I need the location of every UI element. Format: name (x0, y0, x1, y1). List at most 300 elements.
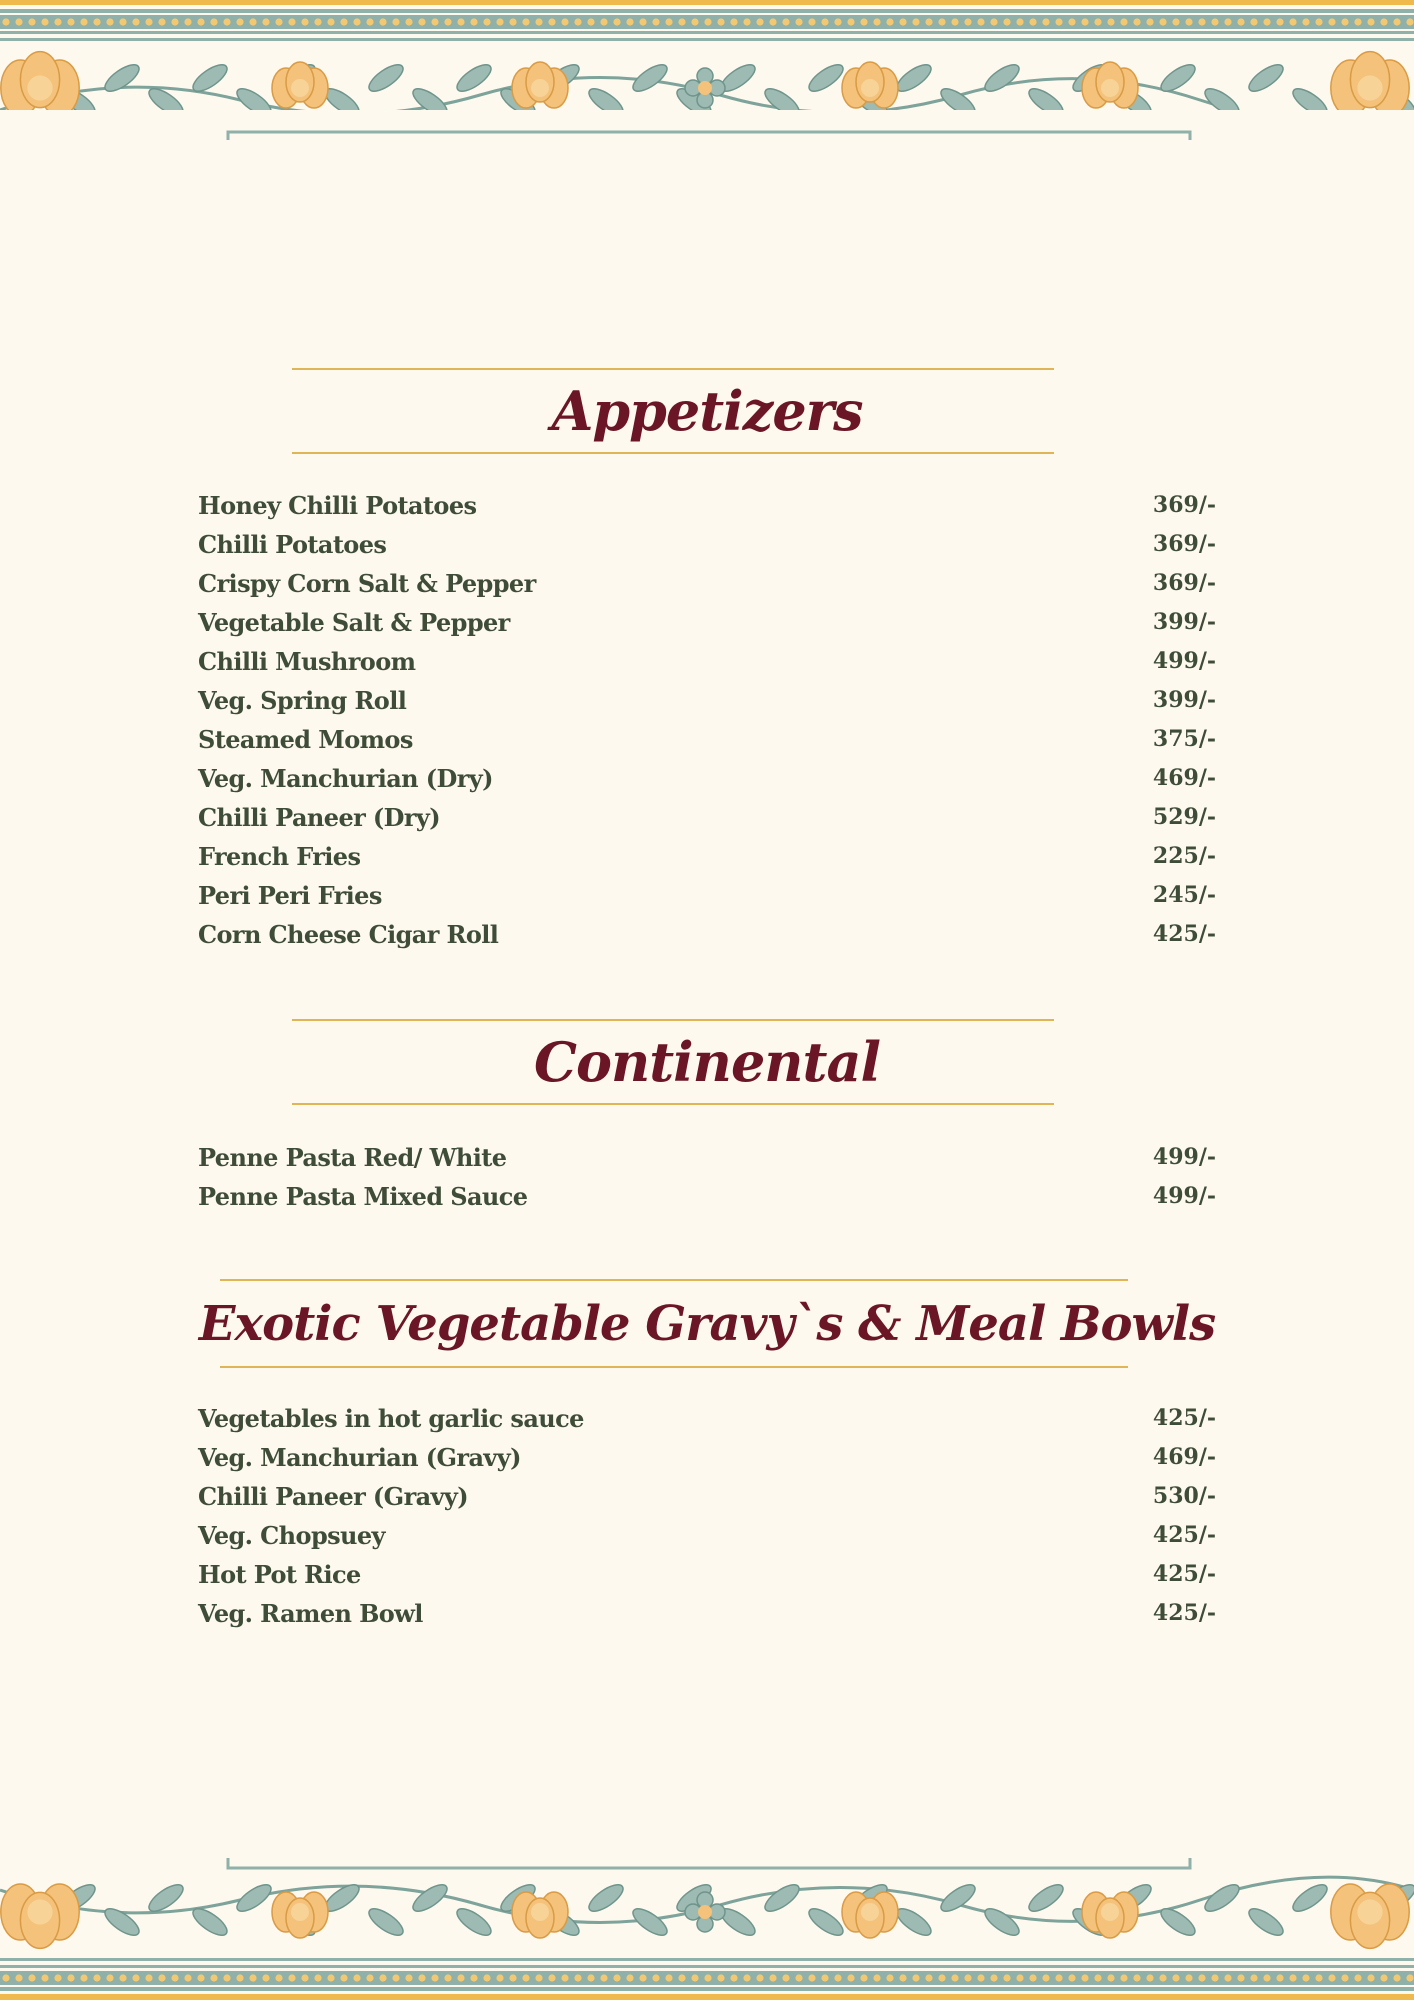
border-dot (1380, 18, 1387, 25)
border-dot (613, 1974, 620, 1981)
border-dot (1146, 1974, 1153, 1981)
border-dot (1016, 18, 1023, 25)
border-dot (1094, 1974, 1101, 1981)
border-dot (990, 18, 997, 25)
lotus-flower-icon (1331, 1884, 1409, 1948)
border-dot (1315, 1974, 1322, 1981)
floral-vine-icon (0, 1858, 1414, 2000)
border-dot (1328, 18, 1335, 25)
border-dot (236, 18, 243, 25)
border-dot (405, 1974, 412, 1981)
border-dot (652, 18, 659, 25)
menu-item (198, 1594, 1216, 1633)
border-dot (340, 1974, 347, 1981)
border-dot (912, 1974, 919, 1981)
border-dot (509, 1974, 516, 1981)
border-dot (1003, 18, 1010, 25)
border-dot (392, 18, 399, 25)
border-dot (444, 1974, 451, 1981)
menu-item (198, 1138, 1216, 1177)
border-dot (1406, 1974, 1413, 1981)
border-dot (1354, 1974, 1361, 1981)
item-price: 529/- (1152, 804, 1216, 830)
border-dot (548, 18, 555, 25)
leaf-icon (1245, 60, 1287, 96)
item-price: 425/- (1152, 921, 1216, 947)
border-dot (132, 18, 139, 25)
menu-item (198, 1438, 1216, 1477)
border-dot (1081, 1974, 1088, 1981)
border-dot (1159, 1974, 1166, 1981)
border-dot (483, 18, 490, 25)
item-name: Honey Chilli Potatoes (198, 491, 477, 520)
border-dot (821, 1974, 828, 1981)
border-dot (1003, 1974, 1010, 1981)
border-dot (613, 18, 620, 25)
border-dot (1289, 1974, 1296, 1981)
border-dot (808, 18, 815, 25)
border-dot (1068, 18, 1075, 25)
border-dot (1237, 1974, 1244, 1981)
border-dot (587, 18, 594, 25)
section-exotic-gravies (0, 1279, 1414, 1371)
border-dot (535, 1974, 542, 1981)
border-dot (756, 18, 763, 25)
border-dot (1094, 18, 1101, 25)
border-dot (171, 1974, 178, 1981)
leaf-icon (189, 1904, 231, 1940)
appetizers-list (198, 486, 1216, 954)
border-dot (678, 18, 685, 25)
lotus-flower-icon (1331, 52, 1409, 116)
border-dot (496, 1974, 503, 1981)
item-price: 225/- (1152, 843, 1216, 869)
item-price: 530/- (1152, 1483, 1216, 1509)
lotus-flower-icon (272, 1892, 328, 1938)
border-dot (1224, 1974, 1231, 1981)
leaf-icon (805, 60, 847, 96)
border-dot (1224, 18, 1231, 25)
border-dot (964, 18, 971, 25)
border-dot (314, 18, 321, 25)
border-dot (1289, 18, 1296, 25)
border-dot (743, 1974, 750, 1981)
border-dot (15, 1974, 22, 1981)
border-dot (938, 1974, 945, 1981)
border-dot (1016, 1974, 1023, 1981)
item-name: Veg. Ramen Bowl (198, 1599, 423, 1628)
border-dot (1393, 1974, 1400, 1981)
border-dot (366, 18, 373, 25)
border-dot (1146, 18, 1153, 25)
border-dot (158, 18, 165, 25)
item-price: 499/- (1152, 1144, 1216, 1170)
border-dot (717, 18, 724, 25)
border-dot (626, 1974, 633, 1981)
border-dot (626, 18, 633, 25)
border-dot (951, 1974, 958, 1981)
border-dot (2, 1974, 9, 1981)
border-dot (847, 18, 854, 25)
border-dot (509, 18, 516, 25)
border-dot (1211, 1974, 1218, 1981)
item-name: Chilli Paneer (Dry) (198, 803, 441, 832)
border-dot (1263, 1974, 1270, 1981)
border-dot (1250, 18, 1257, 25)
border-dot (106, 18, 113, 25)
menu-item (198, 798, 1216, 837)
border-dot (639, 1974, 646, 1981)
border-dot (210, 18, 217, 25)
border-dot (353, 18, 360, 25)
border-dot (236, 1974, 243, 1981)
border-dot (470, 18, 477, 25)
menu-item (198, 759, 1216, 798)
border-dot (54, 1974, 61, 1981)
title-bottom-rule (292, 1103, 1054, 1105)
leaf-icon (981, 1904, 1023, 1940)
continental-list (198, 1138, 1216, 1216)
menu-item (198, 1177, 1216, 1216)
border-dot (119, 18, 126, 25)
menu-item (198, 837, 1216, 876)
section-continental (0, 1019, 1414, 1109)
border-dot (886, 1974, 893, 1981)
leaf-icon (1245, 1904, 1287, 1940)
border-dot (496, 18, 503, 25)
menu-item (198, 1399, 1216, 1438)
border-dot (1328, 1974, 1335, 1981)
menu-item (198, 564, 1216, 603)
border-dot (41, 1974, 48, 1981)
leaf-icon (453, 1904, 495, 1940)
menu-item (198, 681, 1216, 720)
border-dot (665, 1974, 672, 1981)
border-dot (67, 1974, 74, 1981)
border-dot (782, 18, 789, 25)
border-dot (262, 18, 269, 25)
lotus-flower-icon (512, 62, 568, 108)
border-dot (1107, 18, 1114, 25)
border-dot (860, 1974, 867, 1981)
border-dot (1133, 1974, 1140, 1981)
border-dot (1120, 18, 1127, 25)
lotus-flower-icon (842, 62, 898, 108)
border-dot (1185, 1974, 1192, 1981)
border-dot (197, 1974, 204, 1981)
border-dot (80, 1974, 87, 1981)
border-dot (93, 18, 100, 25)
border-dot (392, 1974, 399, 1981)
item-name: Veg. Manchurian (Gravy) (198, 1443, 521, 1472)
border-dot (288, 1974, 295, 1981)
item-price: 499/- (1152, 1183, 1216, 1209)
border-dot (483, 1974, 490, 1981)
border-dot (652, 1974, 659, 1981)
top-floral-border (0, 0, 1414, 140)
border-dot (535, 18, 542, 25)
border-dot (1250, 1974, 1257, 1981)
leaf-icon (981, 60, 1023, 96)
border-dot (314, 1974, 321, 1981)
menu-item (198, 642, 1216, 681)
section-appetizers (0, 368, 1414, 458)
item-name: Veg. Chopsuey (198, 1521, 385, 1550)
border-dot (977, 18, 984, 25)
menu-item (198, 1477, 1216, 1516)
border-dot (1341, 18, 1348, 25)
border-dot (1315, 18, 1322, 25)
leaf-icon (805, 1904, 847, 1940)
bottom-floral-border (0, 1858, 1414, 1998)
border-dot (28, 1974, 35, 1981)
border-dot (327, 1974, 334, 1981)
border-dot (730, 1974, 737, 1981)
border-dot (1341, 1974, 1348, 1981)
border-dot (67, 18, 74, 25)
border-dot (301, 18, 308, 25)
border-dot (340, 18, 347, 25)
border-dot (223, 18, 230, 25)
border-dot (457, 18, 464, 25)
border-dot (691, 18, 698, 25)
title-top-rule (220, 1279, 1128, 1281)
border-dot (1055, 1974, 1062, 1981)
border-dot (522, 1974, 529, 1981)
border-dot (1354, 18, 1361, 25)
border-dot (301, 1974, 308, 1981)
item-name: Vegetable Salt & Pepper (198, 608, 510, 637)
leaf-icon (453, 60, 495, 96)
menu-item (198, 1555, 1216, 1594)
border-dot (899, 1974, 906, 1981)
border-dot (964, 1974, 971, 1981)
border-dot (2, 18, 9, 25)
border-dot (418, 18, 425, 25)
border-dot (288, 18, 295, 25)
border-dot (795, 18, 802, 25)
border-dot (418, 1974, 425, 1981)
border-dot (1302, 1974, 1309, 1981)
border-dot (574, 1974, 581, 1981)
leaf-icon (365, 60, 407, 96)
leaf-icon (101, 1904, 143, 1940)
border-dot (1211, 18, 1218, 25)
lotus-flower-icon (512, 1892, 568, 1938)
lotus-flower-icon (1082, 62, 1138, 108)
border-dot (379, 18, 386, 25)
border-dot (145, 18, 152, 25)
border-dot (886, 18, 893, 25)
border-dot (444, 18, 451, 25)
border-dot (1029, 18, 1036, 25)
menu-item (198, 915, 1216, 954)
border-dot (743, 18, 750, 25)
border-dot (405, 18, 412, 25)
border-dot (41, 18, 48, 25)
border-dot (1172, 1974, 1179, 1981)
border-dot (704, 18, 711, 25)
border-dot (119, 1974, 126, 1981)
item-price: 369/- (1152, 570, 1216, 596)
item-price: 245/- (1152, 882, 1216, 908)
border-dot (990, 1974, 997, 1981)
menu-item (198, 603, 1216, 642)
menu-item (198, 876, 1216, 915)
border-dot (1198, 18, 1205, 25)
menu-item (198, 525, 1216, 564)
border-dot (821, 18, 828, 25)
border-dot (1029, 1974, 1036, 1981)
menu-item (198, 720, 1216, 759)
border-dot (249, 1974, 256, 1981)
border-dot (171, 18, 178, 25)
item-price: 375/- (1152, 726, 1216, 752)
border-dot (379, 1974, 386, 1981)
border-dot (106, 1974, 113, 1981)
border-dot (808, 1974, 815, 1981)
item-name: Veg. Spring Roll (198, 686, 407, 715)
border-dot (1120, 1974, 1127, 1981)
border-dot (730, 18, 737, 25)
border-dot (366, 1974, 373, 1981)
border-dot (262, 1974, 269, 1981)
border-dot (1042, 1974, 1049, 1981)
leaf-icon (893, 1904, 935, 1940)
border-dot (1133, 18, 1140, 25)
border-dot (639, 18, 646, 25)
item-price: 469/- (1152, 1444, 1216, 1470)
lotus-flower-icon (1, 52, 79, 116)
section-title: Exotic Vegetable Gravy`s & Meal Bowls (198, 1296, 1216, 1352)
border-dot (691, 1974, 698, 1981)
item-name: French Fries (198, 842, 361, 871)
border-dot (93, 1974, 100, 1981)
border-dot (925, 1974, 932, 1981)
border-dot (834, 18, 841, 25)
border-dot (197, 18, 204, 25)
border-dot (145, 1974, 152, 1981)
border-dot (795, 1974, 802, 1981)
leaf-icon (1157, 1904, 1199, 1940)
border-dot (860, 18, 867, 25)
border-dot (925, 18, 932, 25)
item-price: 425/- (1152, 1522, 1216, 1548)
border-dot (1276, 18, 1283, 25)
border-dot (470, 1974, 477, 1981)
border-dot (275, 1974, 282, 1981)
section-title: Appetizers (551, 379, 863, 443)
title-bottom-rule (220, 1366, 1128, 1368)
lotus-flower-icon (842, 1892, 898, 1938)
border-dot (1198, 1974, 1205, 1981)
lotus-flower-icon (1082, 1892, 1138, 1938)
border-dot (1107, 1974, 1114, 1981)
border-dot (1042, 18, 1049, 25)
item-name: Chilli Paneer (Gravy) (198, 1482, 469, 1511)
border-dot (15, 18, 22, 25)
border-dot (1068, 1974, 1075, 1981)
border-dot (704, 1974, 711, 1981)
item-price: 469/- (1152, 765, 1216, 791)
item-name: Chilli Mushroom (198, 647, 416, 676)
item-name: Penne Pasta Mixed Sauce (198, 1182, 528, 1211)
item-name: Peri Peri Fries (198, 881, 382, 910)
border-dot (899, 18, 906, 25)
border-dot (223, 1974, 230, 1981)
border-dot (938, 18, 945, 25)
border-dot (769, 18, 776, 25)
border-dot (1276, 1974, 1283, 1981)
exotic-gravies-list (198, 1399, 1216, 1633)
floral-vine-icon (0, 0, 1414, 140)
border-dot (210, 1974, 217, 1981)
item-price: 499/- (1152, 648, 1216, 674)
border-dot (522, 18, 529, 25)
leaf-icon (1157, 60, 1199, 96)
item-name: Veg. Manchurian (Dry) (198, 764, 493, 793)
item-price: 425/- (1152, 1561, 1216, 1587)
border-dot (600, 18, 607, 25)
border-dot (80, 18, 87, 25)
border-dot (717, 1974, 724, 1981)
item-price: 425/- (1152, 1405, 1216, 1431)
border-dot (587, 1974, 594, 1981)
leaf-icon (893, 60, 935, 96)
border-dot (769, 1974, 776, 1981)
menu-item (198, 1516, 1216, 1555)
leaf-icon (101, 60, 143, 96)
border-dot (1237, 18, 1244, 25)
menu-item (198, 486, 1216, 525)
border-dot (847, 1974, 854, 1981)
border-dot (1185, 18, 1192, 25)
border-dot (1172, 18, 1179, 25)
border-dot (548, 1974, 555, 1981)
item-name: Corn Cheese Cigar Roll (198, 920, 499, 949)
border-dot (1081, 18, 1088, 25)
border-dot (1302, 18, 1309, 25)
border-dot (1406, 18, 1413, 25)
border-dot (665, 18, 672, 25)
lotus-flower-icon (272, 62, 328, 108)
item-name: Steamed Momos (198, 725, 413, 754)
border-dot (600, 1974, 607, 1981)
border-dot (184, 1974, 191, 1981)
border-dot (912, 18, 919, 25)
border-dot (1380, 1974, 1387, 1981)
lotus-flower-icon (1, 1884, 79, 1948)
border-dot (951, 18, 958, 25)
section-title: Continental (533, 1030, 881, 1094)
border-dot (184, 18, 191, 25)
border-dot (1367, 1974, 1374, 1981)
border-dot (457, 1974, 464, 1981)
border-dot (873, 18, 880, 25)
item-name: Hot Pot Rice (198, 1560, 361, 1589)
item-name: Crispy Corn Salt & Pepper (198, 569, 536, 598)
border-dot (275, 18, 282, 25)
item-price: 399/- (1152, 609, 1216, 635)
border-dot (977, 1974, 984, 1981)
border-dot (834, 1974, 841, 1981)
item-name: Chilli Potatoes (198, 530, 387, 559)
item-price: 369/- (1152, 492, 1216, 518)
border-dot (678, 1974, 685, 1981)
border-dot (1263, 18, 1270, 25)
border-dot (1159, 18, 1166, 25)
border-dot (249, 18, 256, 25)
